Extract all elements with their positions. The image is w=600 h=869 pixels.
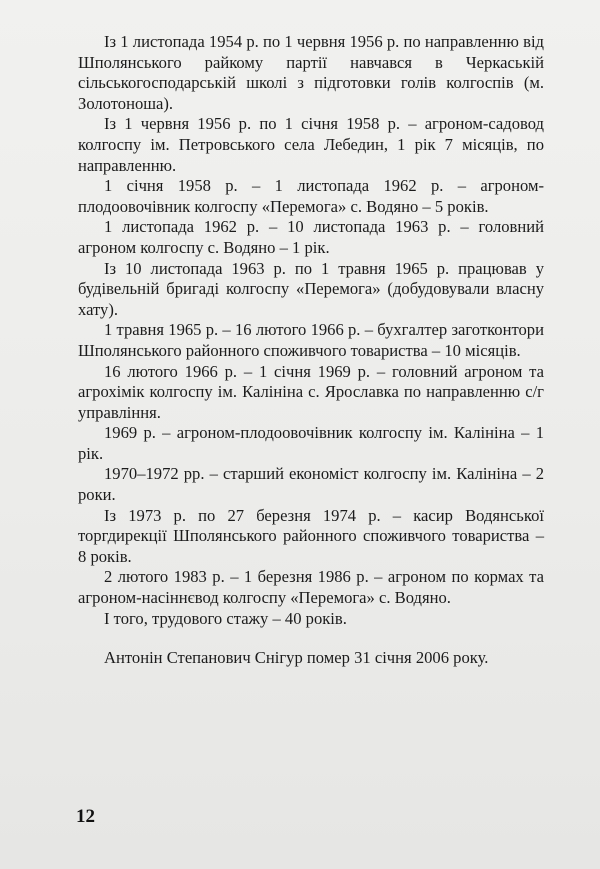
page-number: 12: [76, 806, 95, 827]
paragraph-total-experience: І того, трудового стажу – 40 років.: [104, 608, 347, 628]
paragraph-education: Із 1 листопада 1954 р. по 1 червня 1956 р. по направленню від Шполянського райкому партії навчався в Черкаській сільськогосподарській школі з підготовки голів колгоспів (м. Золотоноша).: [78, 32, 544, 113]
paragraph-cashier: Із 1973 р. по 27 березня 1974 р. – касир Водянської торгдирекції Шполянського районного споживчого товариства – 8 років.: [78, 505, 544, 566]
paragraph-accountant: 1 травня 1965 р. – 16 лютого 1966 р. – бухгалтер заготконтори Шполянського районного споживчого товариства – 10 місяців.: [78, 320, 544, 360]
paragraph-economist: 1970–1972 рр. – старший економіст колгоспу ім. Калініна – 2 роки.: [78, 464, 544, 505]
paragraph-chief-agronomist-1962: 1 листопада 1962 р. – 10 листопада 1963 р. – головний агроном колгоспу с. Водяно – 1 рік.: [78, 217, 544, 257]
paragraph-construction-brigade: Із 10 листопада 1963 р. по 1 травня 1965 р. працював у будівельній бригаді колгоспу «Перемога» (добудовували власну хату).: [78, 258, 544, 319]
paragraph-peremoha-1958: 1 січня 1958 р. – 1 листопада 1962 р. – агроном-плодоовочівник колгоспу «Перемога» с. Водяно – 5 років.: [78, 176, 544, 216]
closing-statement: Антонін Степанович Снігур помер 31 січня 2006 року.: [104, 648, 489, 667]
biography-text: [78, 32, 544, 629]
paragraph-forage-agronomist: 2 лютого 1983 р. – 1 березня 1986 р. – агроном по кормах та агроном-насіннєвод колгоспу «Перемога» с. Водяно.: [78, 567, 544, 608]
paragraph-yaroslavka: 16 лютого 1966 р. – 1 січня 1969 р. – головний агроном та агрохімік колгоспу ім. Калініна с. Ярославка по направленню с/г управління.: [78, 361, 544, 422]
paragraph-1969: 1969 р. – агроном-плодоовочівник колгоспу ім. Калініна – 1 рік.: [78, 423, 544, 463]
paragraph-agronomist-lebedyn: Із 1 червня 1956 р. по 1 січня 1958 р. – агроном-садовод колгоспу ім. Петровського села Лебедин, 1 рік 7 місяців, по направленню.: [78, 114, 544, 175]
